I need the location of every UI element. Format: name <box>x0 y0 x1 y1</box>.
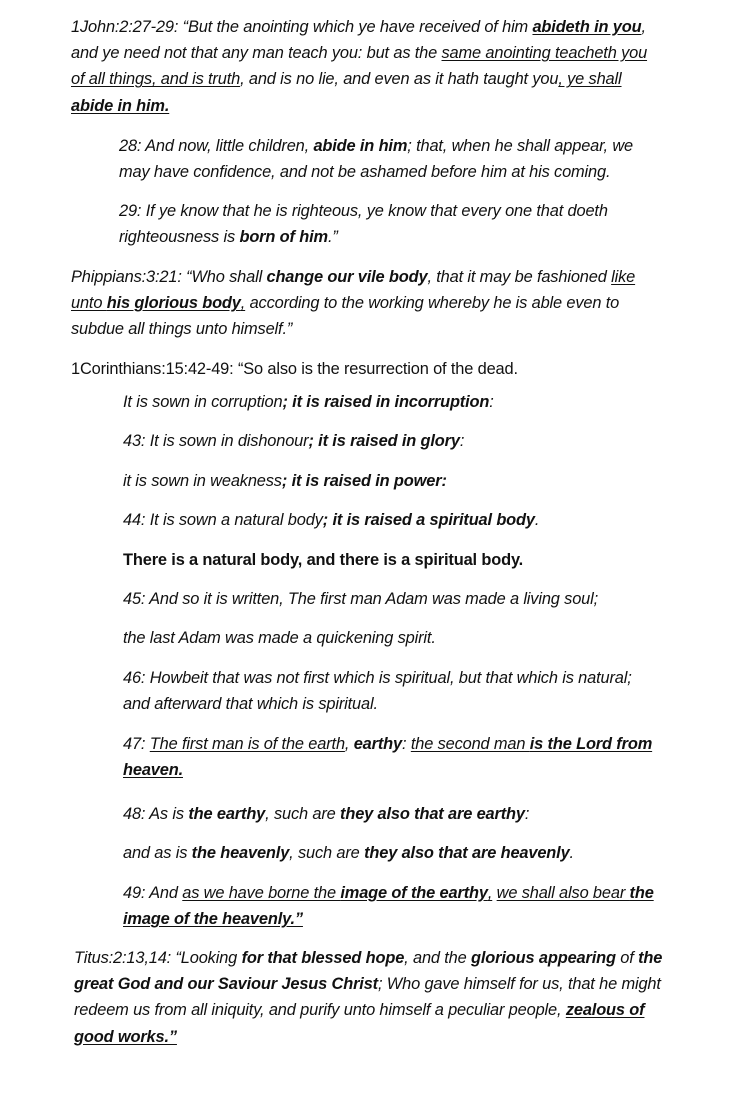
text-line <box>123 389 494 415</box>
text-run-underline: as we have borne the <box>182 884 341 902</box>
text-run: : <box>459 432 465 450</box>
text-run-bold: glorious appearing <box>471 949 616 967</box>
text-run-underline: The first man is of the earth <box>149 735 345 753</box>
passage-titus-2-13-14 <box>74 945 662 1050</box>
verse-47-block <box>123 731 652 783</box>
text-line <box>123 691 632 717</box>
verse-49-block <box>123 880 654 932</box>
text-run: , such are <box>289 844 365 862</box>
text-run: 28: And now, little children, <box>119 137 314 155</box>
text-run-bold-underline: image of the earthy <box>340 884 488 902</box>
text-run-bold: the heavenly <box>191 844 290 862</box>
text-run-underline: like <box>611 268 636 286</box>
text-run: . <box>569 844 574 862</box>
text-line <box>123 801 529 827</box>
text-line <box>71 356 518 382</box>
text-run: 1Corinthians:15:42-49: “So also is the resurrection of the dead. <box>71 360 518 378</box>
text-run: righteousness is <box>119 228 240 247</box>
text-run: , <box>344 735 354 753</box>
text-line <box>71 66 647 92</box>
passage-verse-28 <box>119 133 633 185</box>
text-line <box>123 665 632 691</box>
text-run-underline: , <box>487 884 493 902</box>
verse-44-natural-body-line <box>123 547 523 573</box>
text-run-bold-underline: zealous of <box>565 1001 645 1020</box>
text-run: .” <box>327 228 338 247</box>
text-run: 29: If ye know that he is righteous, ye know that every one that doeth <box>119 202 608 220</box>
text-run-bold-underline: abideth in you <box>532 18 642 36</box>
text-run: . <box>534 511 540 529</box>
text-run: 44: It is sown a natural body <box>123 511 323 529</box>
text-run: ; Who gave himself for us, that he might <box>377 975 661 994</box>
text-run: : <box>489 393 494 411</box>
text-run: , that it may be fashioned <box>427 268 612 286</box>
verse-45-last-adam-line <box>123 625 436 651</box>
text-line <box>74 997 662 1023</box>
text-run-bold: ; it is raised in power: <box>281 472 447 490</box>
text-run-underline: the second man <box>410 735 530 753</box>
text-run: It is sown in corruption <box>123 393 283 411</box>
text-run-bold: There is a natural body, and there is a spiritual body. <box>123 551 524 569</box>
text-line <box>119 133 633 159</box>
text-run: : <box>524 805 530 823</box>
text-run: , <box>641 18 646 36</box>
verse-43-weakness-line <box>123 468 447 494</box>
verse-42-line <box>123 389 494 415</box>
text-line <box>123 625 436 651</box>
text-line <box>123 840 574 866</box>
text-line <box>71 316 635 342</box>
text-run-bold: earthy <box>353 735 403 753</box>
text-run: the last Adam was made a quickening spirit. <box>123 629 436 647</box>
text-run: , such are <box>265 805 341 823</box>
text-run-bold: they also that are heavenly <box>364 844 570 862</box>
text-run-bold-underline: is the Lord from <box>529 735 653 753</box>
text-run-bold: the earthy <box>188 805 266 823</box>
text-run-bold: for that blessed hope <box>241 949 405 967</box>
text-line <box>123 880 654 906</box>
text-line <box>119 159 633 185</box>
text-run-underline: same anointing teacheth you <box>441 44 648 63</box>
text-run: ; that, when he shall appear, we <box>407 137 633 155</box>
text-line <box>71 290 635 316</box>
text-line <box>123 428 464 454</box>
text-run-bold: ; it is raised in glory <box>308 432 460 450</box>
text-run-bold-underline: image of the heavenly.” <box>123 910 303 929</box>
text-run-underline: , <box>240 294 246 313</box>
text-run-underline: unto <box>71 294 107 313</box>
text-run-bold: great God and our Saviour Jesus Christ <box>74 975 378 994</box>
text-run: : <box>402 735 411 753</box>
text-run: 46: Howbeit that was not first which is spiritual, but that which is natural; <box>123 669 632 687</box>
text-run: 47: <box>123 735 150 753</box>
text-line <box>71 40 647 66</box>
text-run: and ye need not that any man teach you: but as the <box>71 44 442 63</box>
passage-philippians-3-21 <box>71 264 635 343</box>
text-run: and as is <box>123 844 192 862</box>
text-run-bold: ; it is raised a spiritual body <box>322 511 535 529</box>
text-run: and afterward that which is spiritual. <box>123 695 378 714</box>
text-run: Titus:2:13,14: “Looking <box>74 949 242 967</box>
text-run: 49: And <box>123 884 183 902</box>
text-run: , and the <box>404 949 472 967</box>
text-run-underline: , ye shall <box>558 70 622 89</box>
text-line <box>74 1024 662 1050</box>
text-run-bold: born of him <box>239 228 328 247</box>
text-run: 43: It is sown in dishonour <box>123 432 309 450</box>
text-run: redeem us from all iniquity, and purify unto himself a peculiar people, <box>74 1001 566 1020</box>
text-run-underline: of all things, and is truth <box>71 70 241 89</box>
text-run-bold: the <box>638 949 663 967</box>
text-run: subdue all things unto himself.” <box>71 320 293 339</box>
text-line <box>123 468 447 494</box>
verse-48-line <box>123 801 529 827</box>
text-run-bold: change our vile body <box>266 268 428 286</box>
passage-1john-2-27 <box>71 14 647 119</box>
text-line <box>123 547 523 573</box>
text-run: , and is no lie, and even as it hath taught you <box>240 70 559 89</box>
text-line <box>71 93 647 119</box>
text-line <box>74 971 662 997</box>
text-line <box>123 731 652 757</box>
text-line <box>71 14 647 40</box>
text-run-bold-underline: good works.” <box>74 1027 177 1046</box>
text-run: of <box>615 949 639 967</box>
text-line <box>123 507 539 533</box>
verse-45-line <box>123 586 598 612</box>
text-run-bold: abide in him <box>313 137 408 155</box>
text-run-bold-underline: the <box>629 884 654 902</box>
text-run-bold: ; it is raised in incorruption <box>282 393 490 411</box>
verse-48-heavenly-line <box>123 840 574 866</box>
text-run: according to the working whereby he is able even to <box>245 294 620 313</box>
verse-44-line <box>123 507 539 533</box>
text-line <box>123 906 654 932</box>
text-line <box>119 198 608 224</box>
text-run-bold-underline: abide in him. <box>71 96 170 115</box>
text-line <box>123 586 598 612</box>
text-line <box>74 945 662 971</box>
text-run: it is sown in weakness <box>123 472 282 490</box>
text-run: 1John:2:27-29: “But the anointing which ye have received of him <box>71 18 533 36</box>
text-line <box>123 757 652 783</box>
passage-verse-29 <box>119 198 608 250</box>
verse-43-line <box>123 428 464 454</box>
text-run-bold-underline: heaven. <box>123 761 183 780</box>
text-run: 45: And so it is written, The first man Adam was made a living soul; <box>123 590 599 608</box>
text-run-underline: we shall also bear <box>496 884 630 902</box>
passage-1corinthians-intro <box>71 356 518 382</box>
text-line <box>119 224 608 250</box>
text-run-bold-underline: his glorious body <box>106 294 241 313</box>
text-run-bold: they also that are earthy <box>340 805 525 823</box>
text-run: 48: As is <box>123 805 189 823</box>
text-line <box>71 264 635 290</box>
verse-46-block <box>123 665 632 717</box>
text-run: Phippians:3:21: “Who shall <box>71 268 267 286</box>
text-run: may have confidence, and not be ashamed before him at his coming. <box>119 163 611 182</box>
